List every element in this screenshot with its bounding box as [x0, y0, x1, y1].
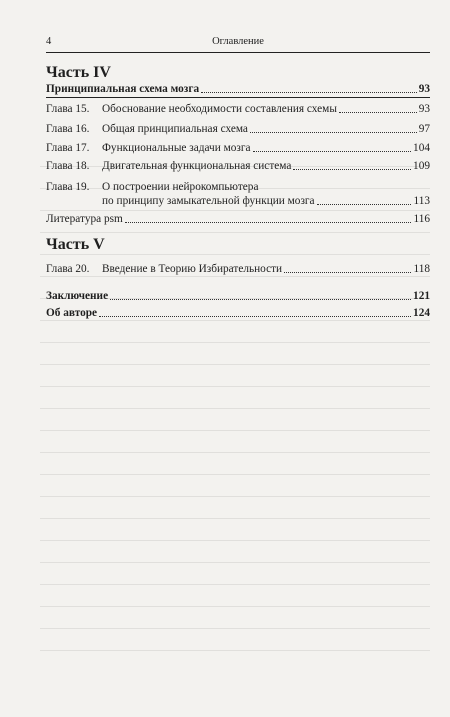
toc-page-number: 93 — [418, 83, 430, 95]
part-heading-iv: Часть IV — [46, 64, 111, 81]
toc-chapter-20 — [46, 262, 430, 276]
chapter-label: Глава 19. — [46, 181, 90, 193]
section-underline — [46, 97, 430, 98]
toc-page-number: 121 — [413, 290, 430, 302]
conclusion-title: Заключение — [46, 290, 109, 302]
chapter-label: Глава 15. — [46, 103, 90, 115]
literature-title: Литература psm — [46, 213, 123, 225]
toc-page-number: 113 — [413, 195, 430, 207]
chapter-title: Двигательная функциональная система — [102, 160, 292, 172]
toc-page-number: 97 — [418, 123, 430, 135]
chapter-title-line1: О построении нейрокомпьютера — [102, 181, 259, 193]
dot-leader — [201, 91, 417, 93]
dot-leader — [99, 315, 411, 317]
toc-page-number: 104 — [413, 142, 430, 154]
toc-section-scheme — [46, 82, 430, 96]
toc-page-number: 124 — [413, 307, 430, 319]
toc-conclusion — [46, 289, 430, 303]
toc-chapter-19-first-line — [46, 180, 258, 194]
bleed-through-text — [40, 150, 430, 670]
toc-chapter-18 — [46, 159, 430, 173]
chapter-label: Глава 17. — [46, 142, 90, 154]
chapter-label: Глава 20. — [46, 263, 90, 275]
chapter-title: Обоснование необходимости составления схемы — [102, 103, 337, 115]
chapter-label: Глава 18. — [46, 160, 90, 172]
chapter-title: Общая принципиальная схема — [102, 123, 248, 135]
toc-chapter-19-second-line — [102, 194, 430, 208]
running-title: Оглавление — [212, 36, 264, 47]
dot-leader — [317, 203, 412, 205]
toc-page-number: 109 — [413, 160, 430, 172]
toc-page-number: 116 — [413, 213, 430, 225]
toc-chapter-17 — [46, 141, 430, 155]
toc-chapter-15 — [46, 102, 430, 116]
toc-page-number: 118 — [413, 263, 430, 275]
chapter-title: Введение в Теорию Избирательности — [102, 263, 283, 275]
chapter-title-line2: по принципу замыкательной функции мозга — [102, 195, 315, 207]
dot-leader — [253, 150, 412, 152]
dot-leader — [293, 168, 411, 170]
dot-leader — [110, 298, 411, 300]
chapter-label: Глава 16. — [46, 123, 90, 135]
toc-literature — [46, 212, 430, 226]
dot-leader — [125, 221, 412, 223]
dot-leader — [284, 271, 411, 273]
about-title: Об авторе — [46, 307, 98, 319]
toc-section-title: Принципиальная схема мозга — [46, 83, 200, 95]
toc-chapter-16 — [46, 122, 430, 136]
dot-leader — [250, 131, 417, 133]
toc-page-number: 93 — [418, 103, 430, 115]
running-head — [46, 36, 430, 53]
chapter-title: Функциональные задачи мозга — [102, 142, 251, 154]
page-number: 4 — [46, 36, 52, 47]
part-heading-v: Часть V — [46, 236, 105, 253]
dot-leader — [339, 111, 417, 113]
toc-about-author — [46, 306, 430, 320]
